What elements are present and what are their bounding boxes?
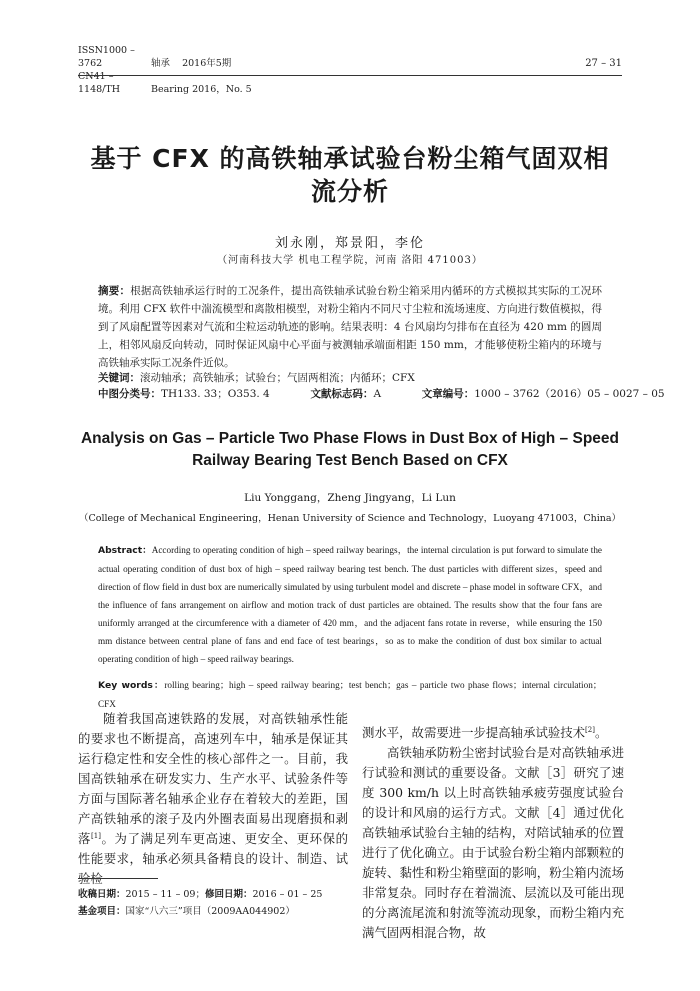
abstract-en (98, 541, 602, 668)
keywords-cn-text: 滚动轴承；高铁轴承；试验台；气固两相流；内循环；CFX (140, 372, 415, 384)
cn-number: CN41 – 1148/TH (78, 71, 120, 95)
citation-ref: [1] (91, 831, 101, 840)
body-right-column (362, 723, 624, 943)
classification-line (98, 386, 665, 402)
footnote (78, 886, 322, 920)
keywords-en-text: rolling bearing；high – speed railway bearing；test bench；gas – particle two phase flows；internal circulation；CFX (98, 680, 602, 709)
keywords-en-label: Key words： (98, 680, 165, 691)
received-label: 收稿日期： (78, 889, 126, 900)
clc-code: TH133. 33；O353. 4 (161, 388, 270, 400)
abstract-cn (98, 282, 602, 372)
body-left-column (78, 709, 348, 889)
keywords-en (98, 676, 602, 713)
header-rule (78, 75, 622, 76)
issue-en: Bearing 2016，No. 5 (151, 84, 252, 95)
abstract-en-text: According to operating condition of high – speed railway bearings，the internal circulation is put forward to simulate the actual operating condition of dust box of high – speed railway bearing test bench. The dust particles with different sizes，speed and direction of flow field in dust box are numerically simulated by using turbulent model and discrete – phase model in software CFX，and the influence of fans arrangement on airflow and motion track of dust particles are obtained. The results show that the four fans are uniformly arranged at the circumference with a diameter of 420 mm，and the adjacent fans rotate in reverse，while ensuring the 150 mm distance between central plane of fans and end face of test bearings，so as to make the condition of dust box similar to actual operating condition of high – speed railway bearings. (98, 545, 602, 664)
issue-cn: 2016年5期 (182, 58, 232, 69)
revised-date: 2016 – 01 – 25 (252, 889, 323, 900)
abstract-cn-text: 根据高铁轴承运行时的工况条件，提出高铁轴承试验台粉尘箱采用内循环的方式模拟其实际的工况环境。利用 CFX 软件中湍流模型和离散相模型，对粉尘箱内不同尺寸尘粒和流场速度、方向进行数值模拟，得到了风扇配置等因素对气流和尘粒运动轨迹的影响。结果表明：4 台风扇均匀排布在直径为 420 mm 的圆周上，相邻风扇反向转动，同时保证风扇中心平面与被测轴承端面相距 150 mm，才能够使粉尘箱内的环境与高铁轴承实际工况条件近似。 (98, 285, 603, 369)
body-right-para-1 (362, 723, 624, 743)
doc-code-label: 文献标志码： (310, 388, 374, 400)
fund-label: 基金项目： (78, 906, 126, 917)
journal-name-cn: 轴承 (151, 58, 171, 69)
body-right-p1-text: 测水平，故需要进一步提高轴承试验技术 (362, 725, 586, 740)
article-number: 1000 – 3762（2016）05 – 0027 – 05 (474, 388, 665, 400)
doc-code: A (373, 388, 382, 400)
abstract-en-label: Abstract： (98, 545, 152, 556)
article-number-label: 文章编号： (421, 388, 475, 400)
received-date: 2015 – 11 – 09； (125, 889, 205, 900)
citation-ref: [2] (585, 725, 595, 734)
authors-cn: 刘永刚，郑景阳，李伦 (274, 236, 425, 251)
keywords-cn-label: 关键词： (98, 372, 140, 384)
fund-text: 国家“八六三”项目（2009AA044902） (125, 906, 295, 917)
affiliation-en: （College of Mechanical Engineering，Henan University of Science and Technology，Luoyang 471003，China） (78, 513, 622, 524)
abstract-cn-label: 摘要： (98, 285, 131, 297)
page-range: 27 – 31 (585, 58, 622, 69)
title-cn: 基于 CFX 的高铁轴承试验台粉尘箱气固双相流分析 (90, 144, 610, 206)
affiliation-cn: （河南科技大学 机电工程学院，河南 洛阳 471003） (217, 255, 483, 266)
body-right-para-2: 高铁轴承防粉尘密封试验台是对高铁轴承进行试验和测试的重要设备。文献［3］研究了速度 300 km/h 以上时高铁轴承疲劳强度试验台的设计和风扇的运行方式。文献［4］通过优化高铁轴承试验台主轴的结构，对陪试轴承的位置进行了优化确立。由于试验台粉尘箱内部颗粒的旋转、黏性和粉尘箱壁面的影响，粉尘箱内流场非常复杂。同时存在着湍流、层流以及可能出现的分离流尾流和射流等流动现象，而粉尘箱内充满气固两相混合物，故 (362, 745, 624, 940)
body-left-text-tail: 。为了满足列车更高速、更安全、更环保的性能要求，轴承必须具备精良的设计、制造、试验检 (78, 831, 349, 886)
revised-label: 修回日期： (204, 889, 253, 900)
keywords-cn (98, 370, 602, 386)
body-left-text: 随着我国高速铁路的发展，对高铁轴承性能的要求也不断提高，高速列车中，轴承是保证其运行稳定性和安全性的核心部件之一。目前，我国高铁轴承在研发实力、生产水平、试验条件等方面与国际著名轴承企业存在着较大的差距，国产高铁轴承的滚子及内外圈表面易出现磨损和剥落 (78, 711, 348, 846)
title-en: Analysis on Gas – Particle Two Phase Flows in Dust Box of High – Speed Railway Bearing Test Bench Based on CFX (80, 430, 620, 469)
footnote-rule (78, 878, 158, 879)
authors-en: Liu Yonggang，Zheng Jingyang，Li Lun (244, 492, 456, 504)
clc-label: 中图分类号： (98, 388, 161, 400)
issn: ISSN1000 – 3762 (78, 45, 135, 69)
body-right-p1-tail: 。 (594, 725, 608, 740)
journal-header (78, 44, 252, 96)
